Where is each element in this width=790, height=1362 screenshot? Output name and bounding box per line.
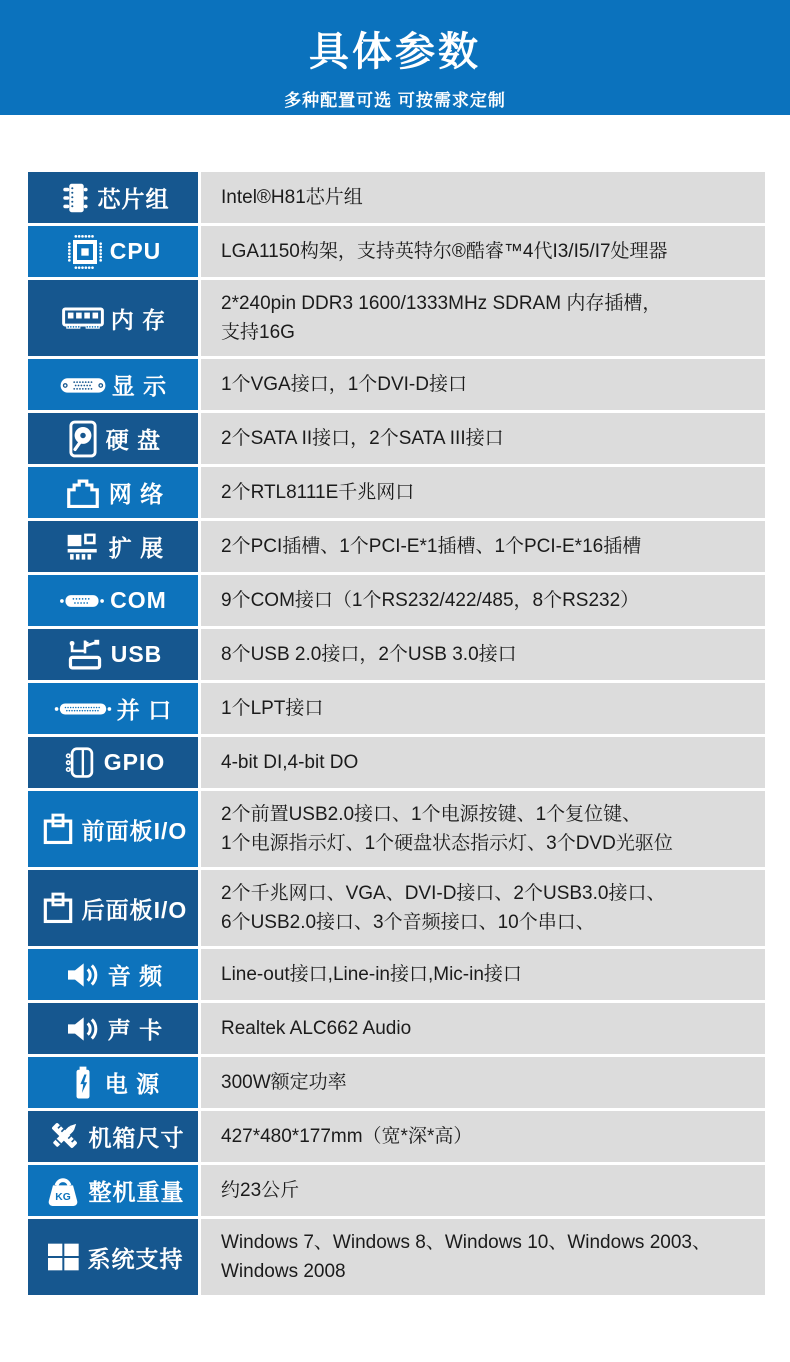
parallel-port-icon bbox=[54, 690, 112, 728]
windows-icon bbox=[43, 1237, 83, 1277]
spec-label-cell bbox=[28, 683, 198, 734]
spec-value-cell bbox=[201, 226, 765, 277]
spec-value-line: Realtek ALC662 Audio bbox=[221, 1018, 412, 1039]
spec-label-cell bbox=[28, 172, 198, 223]
spec-label: 声 卡 bbox=[107, 1017, 164, 1043]
front-panel-icon bbox=[39, 809, 77, 849]
spec-label: 扩 展 bbox=[108, 535, 165, 561]
spec-row bbox=[28, 280, 765, 356]
spec-row bbox=[28, 949, 765, 1000]
cpu-icon bbox=[65, 232, 105, 272]
spec-row bbox=[28, 791, 765, 867]
spec-value-cell bbox=[201, 949, 765, 1000]
serial-port-icon bbox=[59, 582, 105, 620]
spec-label: 后面板I/O bbox=[81, 896, 188, 923]
spec-row bbox=[28, 575, 765, 626]
page-header bbox=[0, 0, 790, 115]
spec-label: USB bbox=[110, 641, 163, 667]
spec-value-line: 1个VGA接口，1个DVI-D接口 bbox=[221, 374, 467, 395]
spec-value-line: 9个COM接口（1个RS232/422/485，8个RS232） bbox=[221, 590, 640, 611]
spec-row bbox=[28, 413, 765, 464]
usb-icon bbox=[64, 635, 106, 675]
spec-table bbox=[28, 172, 765, 1295]
spec-value-line: Windows 2008 bbox=[221, 1261, 346, 1282]
spec-value-line: 2个SATA II接口，2个SATA III接口 bbox=[221, 428, 504, 449]
spec-label: 音 频 bbox=[107, 963, 164, 989]
ram-icon bbox=[60, 298, 106, 338]
spec-label-cell bbox=[28, 226, 198, 277]
spec-label-cell bbox=[28, 1165, 198, 1216]
spec-value-line: Line-out接口,Line-in接口,Mic-in接口 bbox=[221, 964, 522, 985]
spec-value-cell bbox=[201, 413, 765, 464]
hdd-icon bbox=[65, 418, 101, 460]
spec-value-line: 2个千兆网口、VGA、DVI-D接口、2个USB3.0接口、 bbox=[221, 883, 666, 904]
spec-value-cell bbox=[201, 1219, 765, 1295]
spec-value-line: 300W额定功率 bbox=[221, 1072, 347, 1093]
ruler-pencil-icon bbox=[42, 1117, 84, 1157]
spec-value-cell bbox=[201, 1057, 765, 1108]
spec-value-cell bbox=[201, 172, 765, 223]
chip-icon bbox=[57, 178, 93, 218]
spec-row bbox=[28, 521, 765, 572]
spec-label: 电 源 bbox=[104, 1071, 161, 1097]
spec-label-cell bbox=[28, 521, 198, 572]
spec-value-cell bbox=[201, 1003, 765, 1054]
spec-label-cell bbox=[28, 280, 198, 356]
spec-value-cell bbox=[201, 870, 765, 946]
spec-label-cell bbox=[28, 1003, 198, 1054]
spec-value-cell bbox=[201, 280, 765, 356]
spec-label: 芯片组 bbox=[97, 186, 170, 212]
spec-value-line: 2*240pin DDR3 1600/1333MHz SDRAM 内存插槽， bbox=[221, 293, 662, 314]
spec-row bbox=[28, 172, 765, 223]
spec-value-line: 2个PCI插槽、1个PCI-E*1插槽、1个PCI-E*16插槽 bbox=[221, 536, 642, 557]
spec-value-cell bbox=[201, 359, 765, 410]
weight-kg-icon bbox=[42, 1170, 84, 1212]
spec-label: 并 口 bbox=[116, 697, 173, 723]
spec-row bbox=[28, 1219, 765, 1295]
spec-row bbox=[28, 359, 765, 410]
spec-label: 硬 盘 bbox=[105, 427, 162, 453]
svg-text:KG: KG bbox=[54, 1191, 71, 1203]
page-subtitle: 多种配置可选 可按需求定制 bbox=[284, 91, 506, 110]
spec-value-cell bbox=[201, 467, 765, 518]
spec-label: 内 存 bbox=[110, 306, 167, 333]
spec-label-cell bbox=[28, 1219, 198, 1295]
spec-value-line: 1个电源指示灯、1个硬盘状态指示灯、3个DVD光驱位 bbox=[221, 833, 673, 854]
spec-value-cell bbox=[201, 791, 765, 867]
spec-label-cell bbox=[28, 629, 198, 680]
spec-value-cell bbox=[201, 629, 765, 680]
spec-label-cell bbox=[28, 467, 198, 518]
spec-value-line: 427*480*177mm（宽*深*高） bbox=[221, 1126, 473, 1147]
spec-value-line: LGA1150构架，支持英特尔®酷睿™4代I3/I5/I7处理器 bbox=[221, 241, 668, 262]
spec-value-cell bbox=[201, 575, 765, 626]
spec-row bbox=[28, 737, 765, 788]
spec-label: 显 示 bbox=[111, 373, 168, 399]
spec-label: 机箱尺寸 bbox=[88, 1125, 185, 1151]
spec-row bbox=[28, 629, 765, 680]
page-title: 具体参数 bbox=[309, 30, 481, 74]
spec-value-line: 约23公斤 bbox=[221, 1180, 300, 1201]
spec-label: CPU bbox=[109, 238, 162, 264]
speaker-icon bbox=[63, 955, 103, 995]
expansion-card-icon bbox=[62, 527, 104, 567]
spec-label: 系统支持 bbox=[87, 1245, 184, 1272]
spec-value-cell bbox=[201, 1111, 765, 1162]
speaker-icon bbox=[63, 1009, 103, 1049]
spec-value-line: 6个USB2.0接口、3个音频接口、10个串口、 bbox=[221, 912, 595, 933]
ethernet-icon bbox=[62, 474, 104, 512]
spec-label-cell bbox=[28, 359, 198, 410]
gpio-icon bbox=[61, 742, 99, 784]
spec-label-cell bbox=[28, 1111, 198, 1162]
spec-value-line: Intel®H81芯片组 bbox=[221, 187, 363, 208]
spec-value-cell bbox=[201, 683, 765, 734]
spec-row bbox=[28, 1057, 765, 1108]
spec-row bbox=[28, 870, 765, 946]
spec-value-line: 4-bit DI,4-bit DO bbox=[221, 752, 359, 773]
spec-value-cell bbox=[201, 521, 765, 572]
spec-value-cell bbox=[201, 1165, 765, 1216]
spec-value-line: 2个前置USB2.0接口、1个电源按键、1个复位键、 bbox=[221, 804, 642, 825]
spec-row bbox=[28, 683, 765, 734]
spec-label: 网 络 bbox=[108, 481, 165, 507]
spec-value-line: 1个LPT接口 bbox=[221, 698, 324, 719]
spec-value-cell bbox=[201, 737, 765, 788]
spec-label-cell bbox=[28, 870, 198, 946]
spec-value-line: 2个RTL8111E千兆网口 bbox=[221, 482, 415, 503]
spec-label-cell bbox=[28, 413, 198, 464]
spec-row bbox=[28, 467, 765, 518]
spec-label: 整机重量 bbox=[88, 1179, 185, 1205]
spec-row bbox=[28, 1003, 765, 1054]
vga-icon bbox=[59, 365, 107, 405]
spec-label: 前面板I/O bbox=[81, 817, 188, 844]
spec-value-line: 8个USB 2.0接口，2个USB 3.0接口 bbox=[221, 644, 517, 665]
spec-label-cell bbox=[28, 575, 198, 626]
rear-panel-icon bbox=[39, 888, 77, 928]
spec-label: COM bbox=[110, 587, 167, 613]
spec-label: GPIO bbox=[103, 749, 166, 775]
spec-row bbox=[28, 1111, 765, 1162]
spec-value-line: 支持16G bbox=[221, 322, 295, 343]
spec-value-line: Windows 7、Windows 8、Windows 10、Windows 2003、 bbox=[221, 1232, 711, 1253]
spec-label-cell bbox=[28, 737, 198, 788]
spec-label-cell bbox=[28, 949, 198, 1000]
battery-icon bbox=[66, 1062, 100, 1104]
spec-label-cell bbox=[28, 791, 198, 867]
spec-label-cell bbox=[28, 1057, 198, 1108]
spec-row bbox=[28, 1165, 765, 1216]
spec-row bbox=[28, 226, 765, 277]
